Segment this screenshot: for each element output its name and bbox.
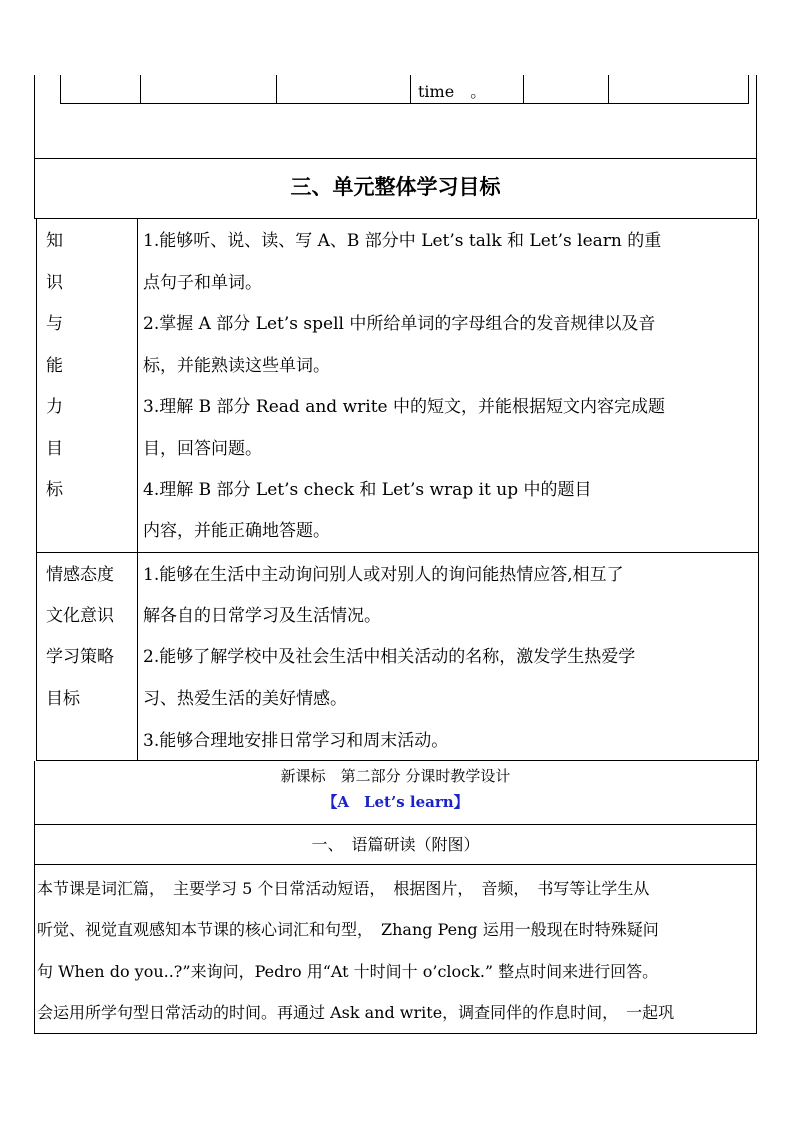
- knowledge-label-char: 识: [46, 273, 63, 293]
- emotion-label-line: 文化意识: [46, 606, 114, 626]
- top-col-divider: [140, 75, 141, 104]
- knowledge-label-char: 标: [46, 480, 63, 500]
- section-3-heading: 三、单元整体学习目标: [290, 175, 501, 199]
- emotion-col-divider: [137, 553, 138, 761]
- part2-title: 新课标 第二部分 分课时教学设计: [280, 767, 511, 785]
- emotion-line: 3.能够合理地安排日常学习和周末活动。: [143, 731, 449, 751]
- emotion-label-line: 学习策略: [46, 647, 114, 667]
- emotion-label-line: 目标: [46, 689, 80, 709]
- top-col-divider: [276, 75, 277, 104]
- knowledge-row: [36, 219, 759, 553]
- knowledge-label-char: 与: [46, 314, 63, 334]
- reading-line: 会运用所学句型日常活动的时间。再通过 Ask and write，调查同伴的作息时间， 一起巩: [37, 1003, 675, 1022]
- knowledge-label-char: 知: [46, 231, 63, 251]
- part2-subtitle: 【A Let’s learn】: [322, 793, 469, 811]
- knowledge-line: 3.理解 B 部分 Read and write 中的短文，并能根据短文内容完成题: [143, 397, 665, 417]
- top-inner-table: [60, 75, 749, 104]
- reading-line: 句 When do you..?”来询问，Pedro 用“At 十时间十 o’clock.” 整点时间来进行回答。: [37, 962, 659, 981]
- knowledge-label-char: 能: [46, 356, 63, 376]
- knowledge-line: 1.能够听、说、读、写 A、B 部分中 Let’s talk 和 Let’s learn 的重: [143, 231, 662, 251]
- emotion-line: 解各自的日常学习及生活情况。: [143, 606, 381, 626]
- top-col-divider: [523, 75, 524, 104]
- knowledge-line: 点句子和单词。: [143, 273, 262, 293]
- emotion-line: 习、热爱生活的美好情感。: [143, 689, 347, 709]
- top-col-divider: [608, 75, 609, 104]
- knowledge-line: 4.理解 B 部分 Let’s check 和 Let’s wrap it up 中的题目: [143, 480, 592, 500]
- top-cell-text: time 。: [418, 82, 487, 101]
- top-col-divider: [410, 75, 411, 104]
- emotion-label-line: 情感态度: [46, 565, 114, 585]
- knowledge-label-char: 力: [46, 397, 63, 417]
- knowledge-line: 内容，并能正确地答题。: [143, 521, 330, 541]
- reading-line: 本节课是词汇篇， 主要学习 5 个日常活动短语， 根据图片， 音频， 书写等让学生从: [37, 879, 650, 898]
- knowledge-label-char: 目: [46, 439, 63, 459]
- emotion-line: 1.能够在生活中主动询问别人或对别人的询问能热情应答,相互了: [143, 565, 624, 585]
- knowledge-line: 标，并能熟读这些单词。: [143, 356, 330, 376]
- reading-line: 听觉、视觉直观感知本节课的核心词汇和句型， Zhang Peng 运用一般现在时特殊疑问: [37, 920, 659, 939]
- knowledge-col-divider: [137, 219, 138, 553]
- emotion-line: 2.能够了解学校中及社会生活中相关活动的名称，激发学生热爱学: [143, 647, 636, 667]
- knowledge-line: 目，回答问题。: [143, 439, 262, 459]
- reading-heading: 一、 语篇研读（附图）: [311, 835, 480, 854]
- knowledge-line: 2.掌握 A 部分 Let’s spell 中所给单词的字母组合的发音规律以及音: [143, 314, 656, 334]
